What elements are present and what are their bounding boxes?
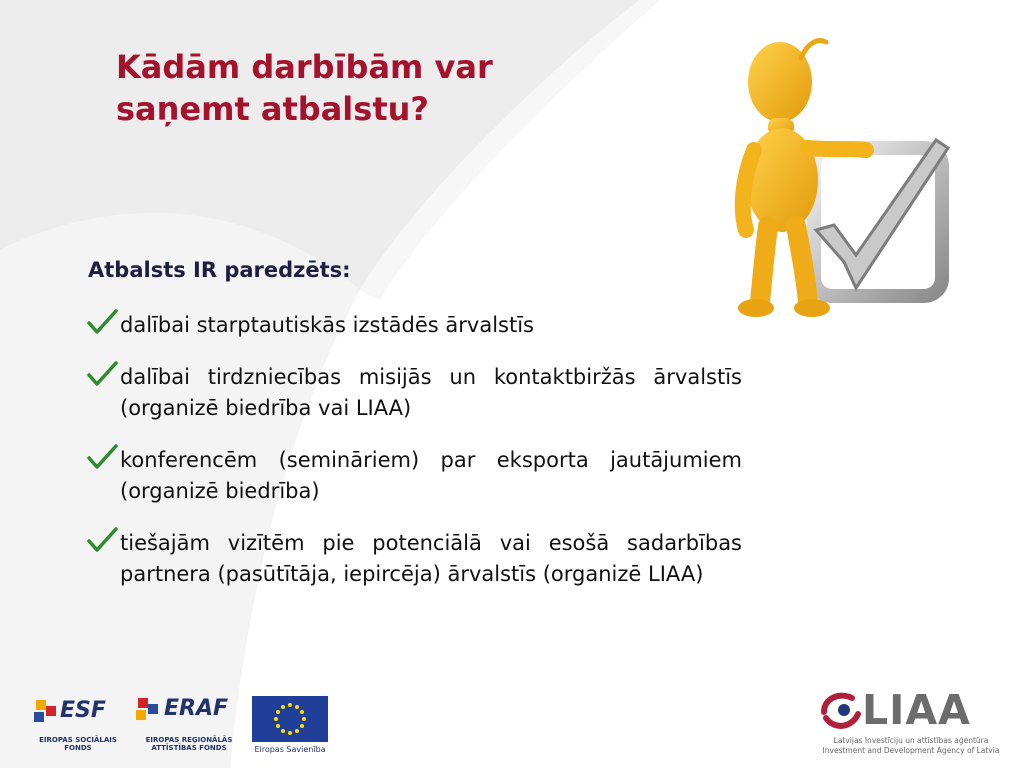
liaa-line2: Investment and Development Agency of Latvia [822, 746, 1000, 755]
esf-mark-icon [32, 698, 62, 728]
bullet-text: dalībai tirdzniecības misijās un kontaktbiržās ārvalstīs (organizē biedrība vai LIAA) [120, 365, 742, 420]
liaa-swirl-icon [818, 688, 864, 734]
bullet-item [86, 362, 742, 424]
funding-logos [30, 692, 330, 762]
checkmark-icon [86, 526, 120, 554]
checkmark-icon [86, 443, 120, 471]
checkmark-icon [86, 308, 120, 336]
bullet-item [86, 310, 742, 341]
esf-name: ESF [60, 698, 106, 723]
eu-label: Eiropas Savienība [254, 745, 326, 754]
bullet-item [86, 445, 742, 507]
erdf-mark-icon [134, 696, 164, 726]
esf-line1: EIROPAS SOCIĀLAIS [39, 736, 117, 744]
erdf-logo [134, 692, 244, 758]
liaa-line1: Latvijas Investīciju un attīstības aģentūra [833, 736, 989, 745]
slide-title: Kādām darbībām var saņemt atbalstu? [116, 48, 493, 128]
erdf-line2: ATTĪSTĪBAS FONDS [151, 744, 227, 752]
esf-line2: FONDS [64, 744, 92, 752]
erdf-line1: EIROPAS REĢIONĀLĀS [145, 736, 233, 744]
eu-logo [252, 696, 328, 758]
bullet-item [86, 528, 742, 590]
person-with-checkbox-illustration [716, 30, 966, 320]
bullet-text: tiešajām vizītēm pie potenciālā vai esošā sadarbības partnera (pasūtītāja, iepircēja) ārvalstīs (organizē LIAA) [120, 531, 742, 586]
bullet-text: konferencēm (semināriem) par eksporta jautājumiem (organizē biedrība) [120, 448, 742, 503]
checkmark-icon [86, 360, 120, 388]
esf-logo [30, 692, 126, 758]
bullet-list [86, 310, 742, 611]
erdf-name: ERAF [164, 696, 229, 721]
liaa-name: LIAA [862, 686, 971, 734]
liaa-logo [818, 684, 1004, 758]
section-heading: Atbalsts IR paredzēts: [88, 258, 351, 282]
eu-flag-icon [252, 696, 328, 742]
bullet-text: dalībai starptautiskās izstādēs ārvalstīs [120, 313, 535, 337]
